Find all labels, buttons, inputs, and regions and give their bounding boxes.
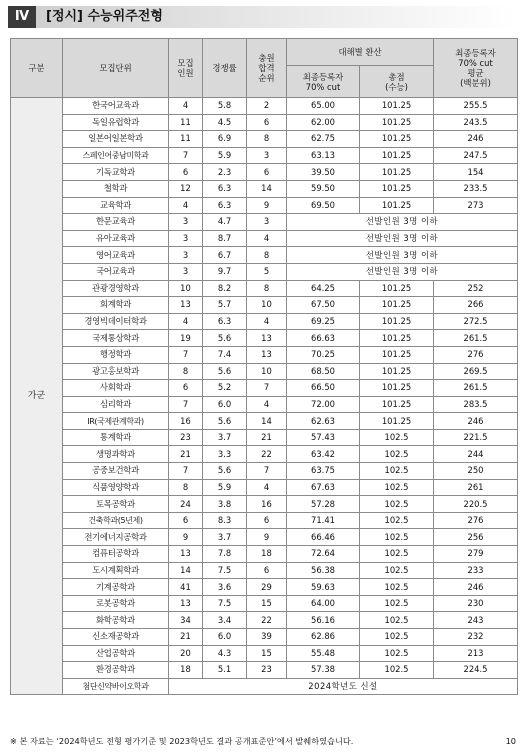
table-row: [11, 678, 518, 695]
waitlist-cell: 8: [247, 247, 287, 264]
total-cell: 101.25: [360, 180, 434, 197]
average-cell: 232: [434, 629, 518, 646]
average-cell: 276: [434, 512, 518, 529]
group-cell: 가군: [11, 98, 63, 695]
cut70-cell: 71.41: [287, 512, 360, 529]
average-cell: 154: [434, 164, 518, 181]
waitlist-cell: 10: [247, 363, 287, 380]
header-waitlist: 충원 합격 순위: [247, 39, 287, 98]
waitlist-cell: 4: [247, 396, 287, 413]
total-cell: 101.25: [360, 98, 434, 115]
cut70-cell: 56.16: [287, 612, 360, 629]
total-cell: 102.5: [360, 446, 434, 463]
cut70-cell: 66.63: [287, 330, 360, 347]
total-cell: 101.25: [360, 297, 434, 314]
table-row: [11, 131, 518, 148]
average-cell: 279: [434, 546, 518, 563]
average-cell: 246: [434, 579, 518, 596]
competition-cell: 7.8: [203, 546, 247, 563]
quota-cell: 21: [169, 629, 203, 646]
average-cell: 261.5: [434, 380, 518, 397]
dept-cell: 행정학과: [63, 346, 169, 363]
average-cell: 243: [434, 612, 518, 629]
quota-cell: 7: [169, 147, 203, 164]
header-score-group: 대해별 환산: [287, 39, 434, 66]
competition-cell: 6.3: [203, 180, 247, 197]
table-row: [11, 612, 518, 629]
competition-cell: 3.7: [203, 529, 247, 546]
dept-cell: 건축학과(5년제): [63, 512, 169, 529]
table-row: [11, 446, 518, 463]
table-row: [11, 197, 518, 214]
table-row: [11, 512, 518, 529]
waitlist-cell: 13: [247, 330, 287, 347]
quota-cell: 12: [169, 180, 203, 197]
competition-cell: 5.7: [203, 297, 247, 314]
cut70-cell: 67.50: [287, 297, 360, 314]
average-cell: 246: [434, 413, 518, 430]
waitlist-cell: 9: [247, 529, 287, 546]
competition-cell: 9.7: [203, 263, 247, 280]
table-row: [11, 363, 518, 380]
average-cell: 247.5: [434, 147, 518, 164]
dept-cell: 컴퓨터공학과: [63, 546, 169, 563]
competition-cell: 5.9: [203, 147, 247, 164]
competition-cell: 6.7: [203, 247, 247, 264]
cut70-cell: 62.63: [287, 413, 360, 430]
table-row: [11, 313, 518, 330]
dept-cell: 교육학과: [63, 197, 169, 214]
dept-cell: 회계학과: [63, 297, 169, 314]
dept-cell: 식품영양학과: [63, 479, 169, 496]
total-cell: 101.25: [360, 164, 434, 181]
average-cell: 252: [434, 280, 518, 297]
average-cell: 246: [434, 131, 518, 148]
cut70-cell: 57.28: [287, 496, 360, 513]
dept-cell: 기독교학과: [63, 164, 169, 181]
note-cell: 선발인원 3명 이하: [287, 230, 518, 247]
header-group: 구분: [11, 39, 63, 98]
total-cell: 101.25: [360, 330, 434, 347]
average-cell: 276: [434, 346, 518, 363]
dept-cell: 첨단신약바이오학과: [63, 678, 169, 695]
quota-cell: 7: [169, 346, 203, 363]
competition-cell: 2.3: [203, 164, 247, 181]
table-row: [11, 263, 518, 280]
quota-cell: 11: [169, 114, 203, 131]
dept-cell: 한문교육과: [63, 214, 169, 231]
average-cell: 221.5: [434, 429, 518, 446]
competition-cell: 5.2: [203, 380, 247, 397]
admission-results-table: [10, 38, 518, 695]
average-cell: 244: [434, 446, 518, 463]
quota-cell: 8: [169, 479, 203, 496]
quota-cell: 6: [169, 164, 203, 181]
waitlist-cell: 21: [247, 429, 287, 446]
dept-cell: 독일유럽학과: [63, 114, 169, 131]
competition-cell: 8.7: [203, 230, 247, 247]
waitlist-cell: 2: [247, 98, 287, 115]
waitlist-cell: 23: [247, 662, 287, 679]
competition-cell: 5.9: [203, 479, 247, 496]
competition-cell: 7.5: [203, 562, 247, 579]
table-row: [11, 629, 518, 646]
cut70-cell: 67.63: [287, 479, 360, 496]
cut70-cell: 56.38: [287, 562, 360, 579]
header-dept: 모집단위: [63, 39, 169, 98]
quota-cell: 3: [169, 214, 203, 231]
table-row: [11, 429, 518, 446]
waitlist-cell: 8: [247, 280, 287, 297]
competition-cell: 5.6: [203, 463, 247, 480]
average-cell: 266: [434, 297, 518, 314]
waitlist-cell: 22: [247, 612, 287, 629]
total-cell: 102.5: [360, 512, 434, 529]
competition-cell: 5.6: [203, 330, 247, 347]
dept-cell: 국제통상학과: [63, 330, 169, 347]
quota-cell: 10: [169, 280, 203, 297]
table-row: [11, 396, 518, 413]
dept-cell: 기계공학과: [63, 579, 169, 596]
total-cell: 102.5: [360, 612, 434, 629]
quota-cell: 4: [169, 197, 203, 214]
cut70-cell: 69.50: [287, 197, 360, 214]
competition-cell: 5.6: [203, 363, 247, 380]
cut70-cell: 63.42: [287, 446, 360, 463]
quota-cell: 21: [169, 446, 203, 463]
competition-cell: 6.3: [203, 197, 247, 214]
page-number: 10: [505, 736, 516, 746]
cut70-cell: 63.75: [287, 463, 360, 480]
table-row: [11, 346, 518, 363]
quota-cell: 4: [169, 98, 203, 115]
quota-cell: 7: [169, 396, 203, 413]
total-cell: 102.5: [360, 496, 434, 513]
table-row: [11, 662, 518, 679]
quota-cell: 9: [169, 529, 203, 546]
total-cell: 102.5: [360, 546, 434, 563]
table-row: [11, 280, 518, 297]
competition-cell: 8.2: [203, 280, 247, 297]
waitlist-cell: 16: [247, 496, 287, 513]
waitlist-cell: 14: [247, 413, 287, 430]
waitlist-cell: 15: [247, 645, 287, 662]
dept-cell: 환경공학과: [63, 662, 169, 679]
quota-cell: 24: [169, 496, 203, 513]
quota-cell: 6: [169, 380, 203, 397]
total-cell: 102.5: [360, 645, 434, 662]
average-cell: 261: [434, 479, 518, 496]
dept-cell: 생명과학과: [63, 446, 169, 463]
average-cell: 283.5: [434, 396, 518, 413]
dept-cell: 유아교육과: [63, 230, 169, 247]
average-cell: 243.5: [434, 114, 518, 131]
table-row: [11, 413, 518, 430]
total-cell: 101.25: [360, 131, 434, 148]
cut70-cell: 69.25: [287, 313, 360, 330]
waitlist-cell: 6: [247, 114, 287, 131]
total-cell: 101.25: [360, 413, 434, 430]
table-row: [11, 147, 518, 164]
quota-cell: 13: [169, 546, 203, 563]
quota-cell: 3: [169, 263, 203, 280]
section-title: [정시] 수능위주전형: [46, 9, 163, 24]
waitlist-cell: 4: [247, 230, 287, 247]
table-row: [11, 479, 518, 496]
total-cell: 101.25: [360, 380, 434, 397]
total-cell: 102.5: [360, 562, 434, 579]
waitlist-cell: 9: [247, 197, 287, 214]
competition-cell: 3.7: [203, 429, 247, 446]
note-cell: 선발인원 3명 이하: [287, 247, 518, 264]
waitlist-cell: 6: [247, 562, 287, 579]
waitlist-cell: 29: [247, 579, 287, 596]
waitlist-cell: 10: [247, 297, 287, 314]
table-row: [11, 529, 518, 546]
competition-cell: 6.0: [203, 629, 247, 646]
waitlist-cell: 3: [247, 147, 287, 164]
table-row: [11, 579, 518, 596]
table-row: [11, 98, 518, 115]
cut70-cell: 62.00: [287, 114, 360, 131]
section-number-badge: Ⅳ: [8, 6, 36, 28]
waitlist-cell: 6: [247, 512, 287, 529]
average-cell: 213: [434, 645, 518, 662]
waitlist-cell: 5: [247, 263, 287, 280]
dept-cell: 전기에너지공학과: [63, 529, 169, 546]
cut70-cell: 57.43: [287, 429, 360, 446]
dept-cell: 국어교육과: [63, 263, 169, 280]
table-row: [11, 546, 518, 563]
table-row: [11, 645, 518, 662]
header-competition: 경쟁률: [203, 39, 247, 98]
dept-cell: 로봇공학과: [63, 595, 169, 612]
dept-cell: 도시계획학과: [63, 562, 169, 579]
dept-cell: 사회학과: [63, 380, 169, 397]
total-cell: 102.5: [360, 595, 434, 612]
competition-cell: 6.0: [203, 396, 247, 413]
section-header: [8, 6, 516, 28]
table-row: [11, 114, 518, 131]
quota-cell: 3: [169, 247, 203, 264]
table-row: [11, 230, 518, 247]
cut70-cell: 62.75: [287, 131, 360, 148]
waitlist-cell: 7: [247, 463, 287, 480]
dept-cell: 화학공학과: [63, 612, 169, 629]
dept-cell: 스페인어중남미학과: [63, 147, 169, 164]
quota-cell: 6: [169, 512, 203, 529]
waitlist-cell: 39: [247, 629, 287, 646]
cut70-cell: 66.46: [287, 529, 360, 546]
table-row: [11, 164, 518, 181]
cut70-cell: 66.50: [287, 380, 360, 397]
competition-cell: 7.4: [203, 346, 247, 363]
dept-cell: 철학과: [63, 180, 169, 197]
total-cell: 101.25: [360, 363, 434, 380]
quota-cell: 3: [169, 230, 203, 247]
total-cell: 102.5: [360, 579, 434, 596]
dept-cell: IR(국제관계학과): [63, 413, 169, 430]
table-row: [11, 180, 518, 197]
dept-cell: 관광경영학과: [63, 280, 169, 297]
cut70-cell: 63.13: [287, 147, 360, 164]
table-row: [11, 297, 518, 314]
competition-cell: 6.3: [203, 313, 247, 330]
waitlist-cell: 4: [247, 479, 287, 496]
total-cell: 102.5: [360, 463, 434, 480]
table-row: [11, 380, 518, 397]
note-cell: 선발인원 3명 이하: [287, 263, 518, 280]
average-cell: 273: [434, 197, 518, 214]
total-cell: 101.25: [360, 346, 434, 363]
dept-cell: 산업공학과: [63, 645, 169, 662]
competition-cell: 4.5: [203, 114, 247, 131]
cut70-cell: 59.50: [287, 180, 360, 197]
waitlist-cell: 7: [247, 380, 287, 397]
average-cell: 220.5: [434, 496, 518, 513]
competition-cell: 5.1: [203, 662, 247, 679]
header-average: 최종등록자 70% cut 평균 (백분위): [434, 39, 518, 98]
cut70-cell: 65.00: [287, 98, 360, 115]
quota-cell: 41: [169, 579, 203, 596]
average-cell: 233.5: [434, 180, 518, 197]
competition-cell: 6.9: [203, 131, 247, 148]
total-cell: 101.25: [360, 114, 434, 131]
table-row: [11, 496, 518, 513]
footnote: ※ 본 자료는 ‘2024학년도 전형 평가기준 및 2023학년도 결과 공개표준안’에서 발췌하였습니다.: [10, 736, 354, 746]
average-cell: 233: [434, 562, 518, 579]
quota-cell: 34: [169, 612, 203, 629]
quota-cell: 18: [169, 662, 203, 679]
total-cell: 102.5: [360, 479, 434, 496]
total-cell: 101.25: [360, 280, 434, 297]
cut70-cell: 39.50: [287, 164, 360, 181]
quota-cell: 8: [169, 363, 203, 380]
average-cell: 224.5: [434, 662, 518, 679]
average-cell: 230: [434, 595, 518, 612]
competition-cell: 3.3: [203, 446, 247, 463]
competition-cell: 5.8: [203, 98, 247, 115]
waitlist-cell: 8: [247, 131, 287, 148]
total-cell: 101.25: [360, 197, 434, 214]
header-total: 총점 (수능): [360, 66, 434, 98]
dept-cell: 심리학과: [63, 396, 169, 413]
dept-cell: 한국어교육과: [63, 98, 169, 115]
waitlist-cell: 13: [247, 346, 287, 363]
dept-cell: 신소재공학과: [63, 629, 169, 646]
competition-cell: 7.5: [203, 595, 247, 612]
total-cell: 101.25: [360, 396, 434, 413]
average-cell: 255.5: [434, 98, 518, 115]
waitlist-cell: 4: [247, 313, 287, 330]
waitlist-cell: 15: [247, 595, 287, 612]
average-cell: 256: [434, 529, 518, 546]
waitlist-cell: 14: [247, 180, 287, 197]
quota-cell: 23: [169, 429, 203, 446]
waitlist-cell: 22: [247, 446, 287, 463]
competition-cell: 4.3: [203, 645, 247, 662]
total-cell: 102.5: [360, 629, 434, 646]
cut70-cell: 57.38: [287, 662, 360, 679]
table-row: [11, 562, 518, 579]
table-row: [11, 463, 518, 480]
dept-cell: 광고홍보학과: [63, 363, 169, 380]
total-cell: 102.5: [360, 529, 434, 546]
total-cell: 102.5: [360, 429, 434, 446]
average-cell: 272.5: [434, 313, 518, 330]
competition-cell: 3.4: [203, 612, 247, 629]
quota-cell: 16: [169, 413, 203, 430]
waitlist-cell: 18: [247, 546, 287, 563]
note-cell: 선발인원 3명 이하: [287, 214, 518, 231]
cut70-cell: 72.64: [287, 546, 360, 563]
quota-cell: 11: [169, 131, 203, 148]
cut70-cell: 70.25: [287, 346, 360, 363]
average-cell: 269.5: [434, 363, 518, 380]
competition-cell: 3.6: [203, 579, 247, 596]
dept-cell: 영어교육과: [63, 247, 169, 264]
table-row: [11, 214, 518, 231]
dept-cell: 토목공학과: [63, 496, 169, 513]
cut70-cell: 64.00: [287, 595, 360, 612]
average-cell: 250: [434, 463, 518, 480]
quota-cell: 19: [169, 330, 203, 347]
cut70-cell: 62.86: [287, 629, 360, 646]
dept-cell: 경영빅데이터학과: [63, 313, 169, 330]
quota-cell: 20: [169, 645, 203, 662]
competition-cell: 5.6: [203, 413, 247, 430]
quota-cell: 13: [169, 297, 203, 314]
note-cell: 2024학년도 신설: [169, 678, 518, 695]
quota-cell: 14: [169, 562, 203, 579]
dept-cell: 통계학과: [63, 429, 169, 446]
table-row: [11, 247, 518, 264]
competition-cell: 3.8: [203, 496, 247, 513]
waitlist-cell: 6: [247, 164, 287, 181]
quota-cell: 7: [169, 463, 203, 480]
total-cell: 102.5: [360, 662, 434, 679]
waitlist-cell: 3: [247, 214, 287, 231]
quota-cell: 13: [169, 595, 203, 612]
total-cell: 101.25: [360, 147, 434, 164]
table-row: [11, 330, 518, 347]
cut70-cell: 64.25: [287, 280, 360, 297]
cut70-cell: 72.00: [287, 396, 360, 413]
header-quota: 모집 인원: [169, 39, 203, 98]
header-cut70: 최종등록자 70% cut: [287, 66, 360, 98]
cut70-cell: 68.50: [287, 363, 360, 380]
competition-cell: 4.7: [203, 214, 247, 231]
table-row: [11, 595, 518, 612]
dept-cell: 일본어일본학과: [63, 131, 169, 148]
cut70-cell: 59.63: [287, 579, 360, 596]
cut70-cell: 55.48: [287, 645, 360, 662]
dept-cell: 공중보건학과: [63, 463, 169, 480]
quota-cell: 4: [169, 313, 203, 330]
table-body: [11, 98, 518, 695]
average-cell: 261.5: [434, 330, 518, 347]
competition-cell: 8.3: [203, 512, 247, 529]
total-cell: 101.25: [360, 313, 434, 330]
